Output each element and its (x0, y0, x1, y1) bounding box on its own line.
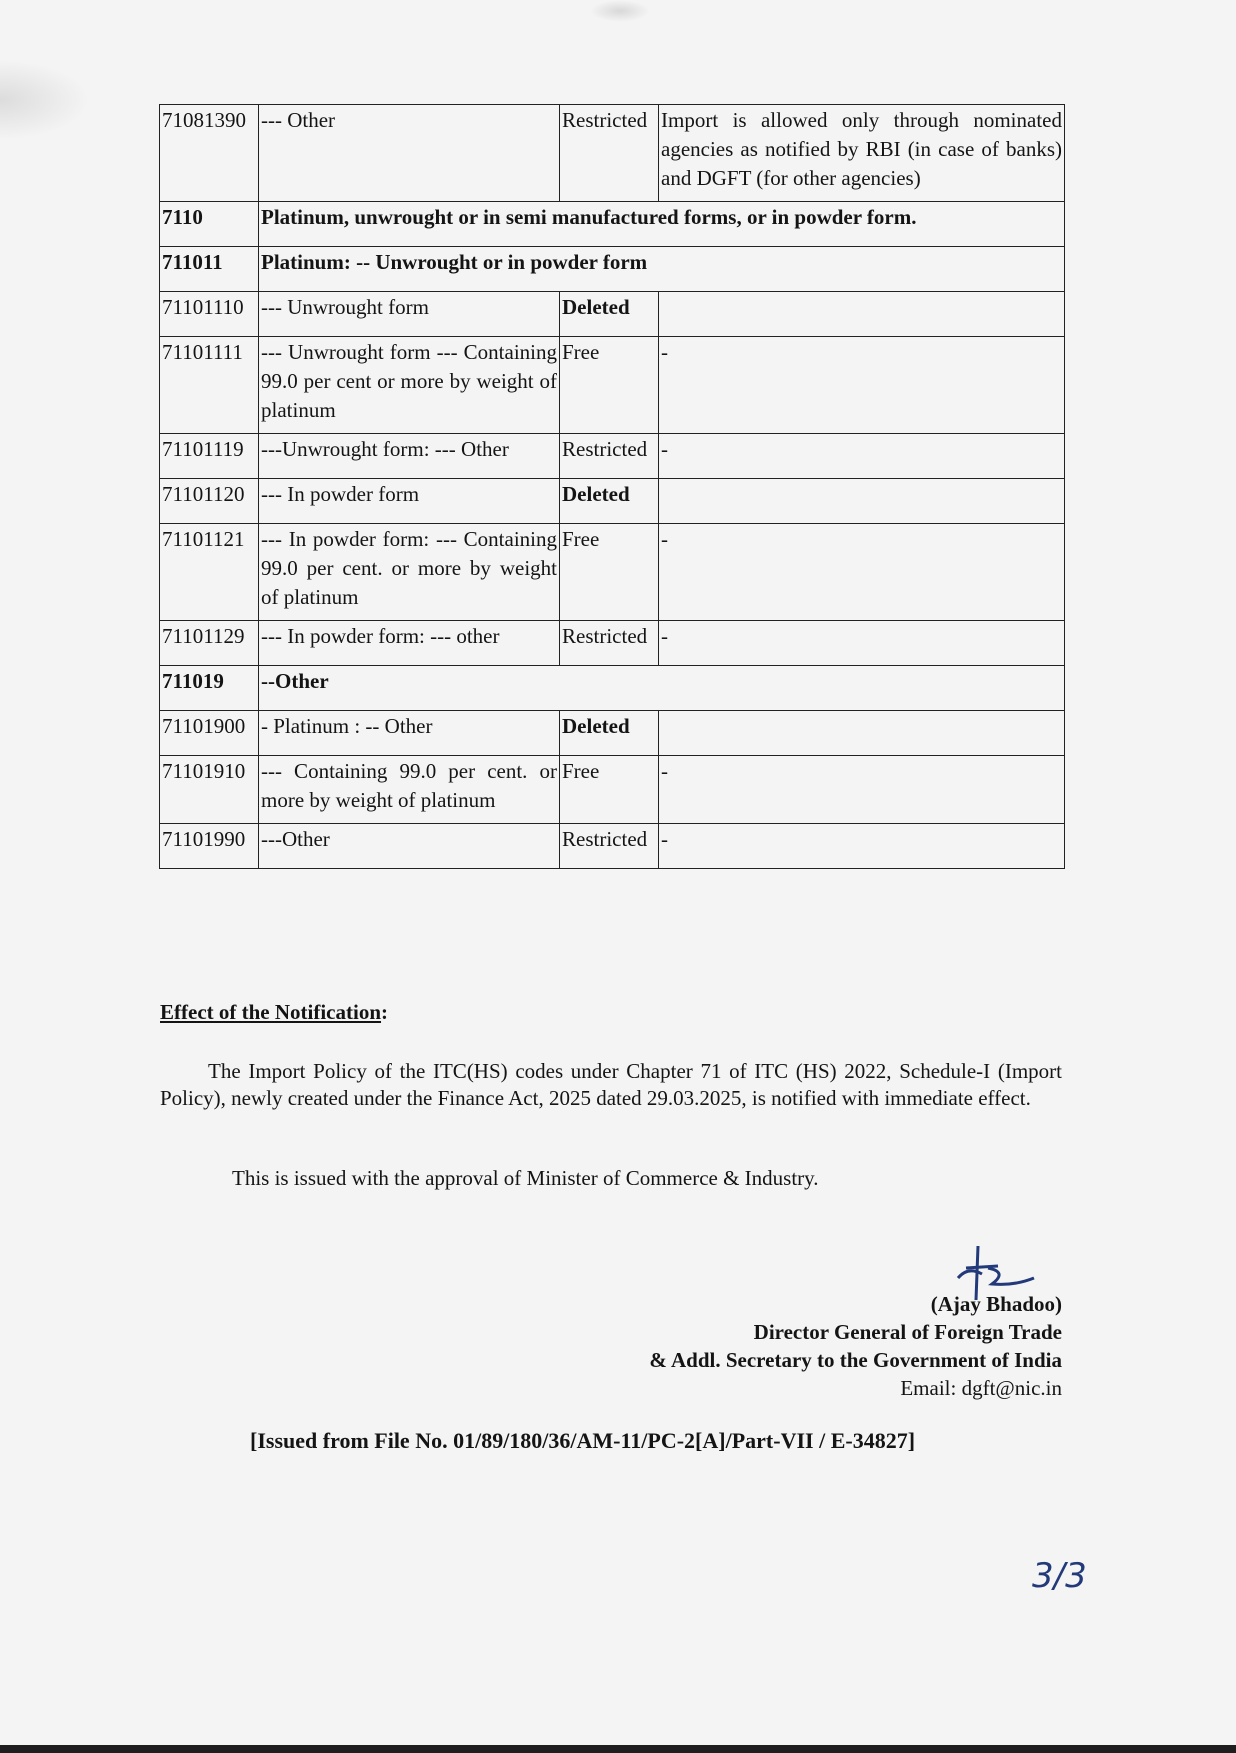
policy-cell: Deleted (560, 711, 659, 756)
description-cell: Platinum, unwrought or in semi manufactured forms, or in powder form. (259, 202, 1065, 247)
signatory-designation-2: & Addl. Secretary to the Government of India (649, 1348, 1062, 1372)
policy-cell: Free (560, 337, 659, 434)
policy-cell: Free (560, 756, 659, 824)
scan-shadow-top (590, 0, 650, 22)
policy-cell: Restricted (560, 105, 659, 202)
description-cell: --- Unwrought form (259, 292, 560, 337)
policy-condition-cell: - (659, 524, 1065, 621)
itc-code-cell: 71101120 (160, 479, 259, 524)
description-cell: ---Unwrought form: --- Other (259, 434, 560, 479)
policy-condition-cell (659, 292, 1065, 337)
description-cell: --- In powder form: --- Containing 99.0 per cent. or more by weight of platinum (259, 524, 560, 621)
policy-condition-cell: - (659, 621, 1065, 666)
table-row (160, 621, 1065, 666)
itc-code-cell: 71101121 (160, 524, 259, 621)
table-heading-row (160, 247, 1065, 292)
effect-paragraph: The Import Policy of the ITC(HS) codes under Chapter 71 of ITC (HS) 2022, Schedule-I (Import Policy), newly created under the Finance Act, 2025 dated 29.03.2025, is notified with immediate effect. (160, 1059, 1062, 1110)
itc-code-cell: 71101110 (160, 292, 259, 337)
effect-heading-colon: : (381, 1000, 389, 1024)
signatory-designation-1: Director General of Foreign Trade (753, 1320, 1062, 1344)
description-cell: Platinum: -- Unwrought or in powder form (259, 247, 1065, 292)
table-row (160, 292, 1065, 337)
description-cell: --- In powder form (259, 479, 560, 524)
policy-condition-cell (659, 479, 1065, 524)
page-number: 3/3 (1032, 1556, 1087, 1596)
policy-cell: Restricted (560, 824, 659, 869)
policy-cell: Restricted (560, 434, 659, 479)
description-cell: --- Containing 99.0 per cent. or more by weight of platinum (259, 756, 560, 824)
itc-policy-table (159, 104, 1065, 869)
table-row (160, 524, 1065, 621)
itc-code-cell: 71101129 (160, 621, 259, 666)
policy-condition-cell: - (659, 337, 1065, 434)
signature-block (649, 1290, 1062, 1402)
signatory-name: (Ajay Bhadoo) (930, 1292, 1062, 1316)
description-cell: - Platinum : -- Other (259, 711, 560, 756)
description-cell: --Other (259, 666, 1065, 711)
itc-code-cell: 71101111 (160, 337, 259, 434)
itc-code-cell: 71101900 (160, 711, 259, 756)
itc-code-cell: 711019 (160, 666, 259, 711)
policy-condition-cell (659, 711, 1065, 756)
policy-condition-cell: - (659, 756, 1065, 824)
policy-cell: Deleted (560, 479, 659, 524)
effect-heading-text: Effect of the Notification (160, 1000, 382, 1024)
table-row (160, 434, 1065, 479)
description-cell: --- Other (259, 105, 560, 202)
itc-code-cell: 71101119 (160, 434, 259, 479)
signatory-email: Email: dgft@nic.in (900, 1376, 1062, 1400)
table-heading-row (160, 666, 1065, 711)
effect-heading (160, 1000, 388, 1025)
itc-code-cell: 71081390 (160, 105, 259, 202)
table-body (160, 105, 1065, 869)
table-row (160, 479, 1065, 524)
approval-paragraph: This is issued with the approval of Minister of Commerce & Industry. (232, 1166, 819, 1190)
description-cell: ---Other (259, 824, 560, 869)
table-row (160, 105, 1065, 202)
table-row (160, 756, 1065, 824)
policy-cell: Restricted (560, 621, 659, 666)
description-cell: --- In powder form: --- other (259, 621, 560, 666)
policy-cell: Deleted (560, 292, 659, 337)
policy-condition-cell: - (659, 434, 1065, 479)
policy-condition-cell: - (659, 824, 1065, 869)
itc-code-cell: 71101990 (160, 824, 259, 869)
scan-edge-bottom (0, 1745, 1236, 1753)
table-row (160, 711, 1065, 756)
table-row (160, 824, 1065, 869)
itc-code-cell: 711011 (160, 247, 259, 292)
itc-code-cell: 7110 (160, 202, 259, 247)
description-cell: --- Unwrought form --- Containing 99.0 per cent or more by weight of platinum (259, 337, 560, 434)
table-row (160, 337, 1065, 434)
policy-condition-cell: Import is allowed only through nominated agencies as notified by RBI (in case of banks) and DGFT (for other agencies) (659, 105, 1065, 202)
policy-cell: Free (560, 524, 659, 621)
file-number: [Issued from File No. 01/89/180/36/AM-11/PC-2[A]/Part-VII / E-34827] (250, 1428, 916, 1453)
table-heading-row (160, 202, 1065, 247)
scan-shadow-left (0, 60, 90, 140)
itc-code-cell: 71101910 (160, 756, 259, 824)
